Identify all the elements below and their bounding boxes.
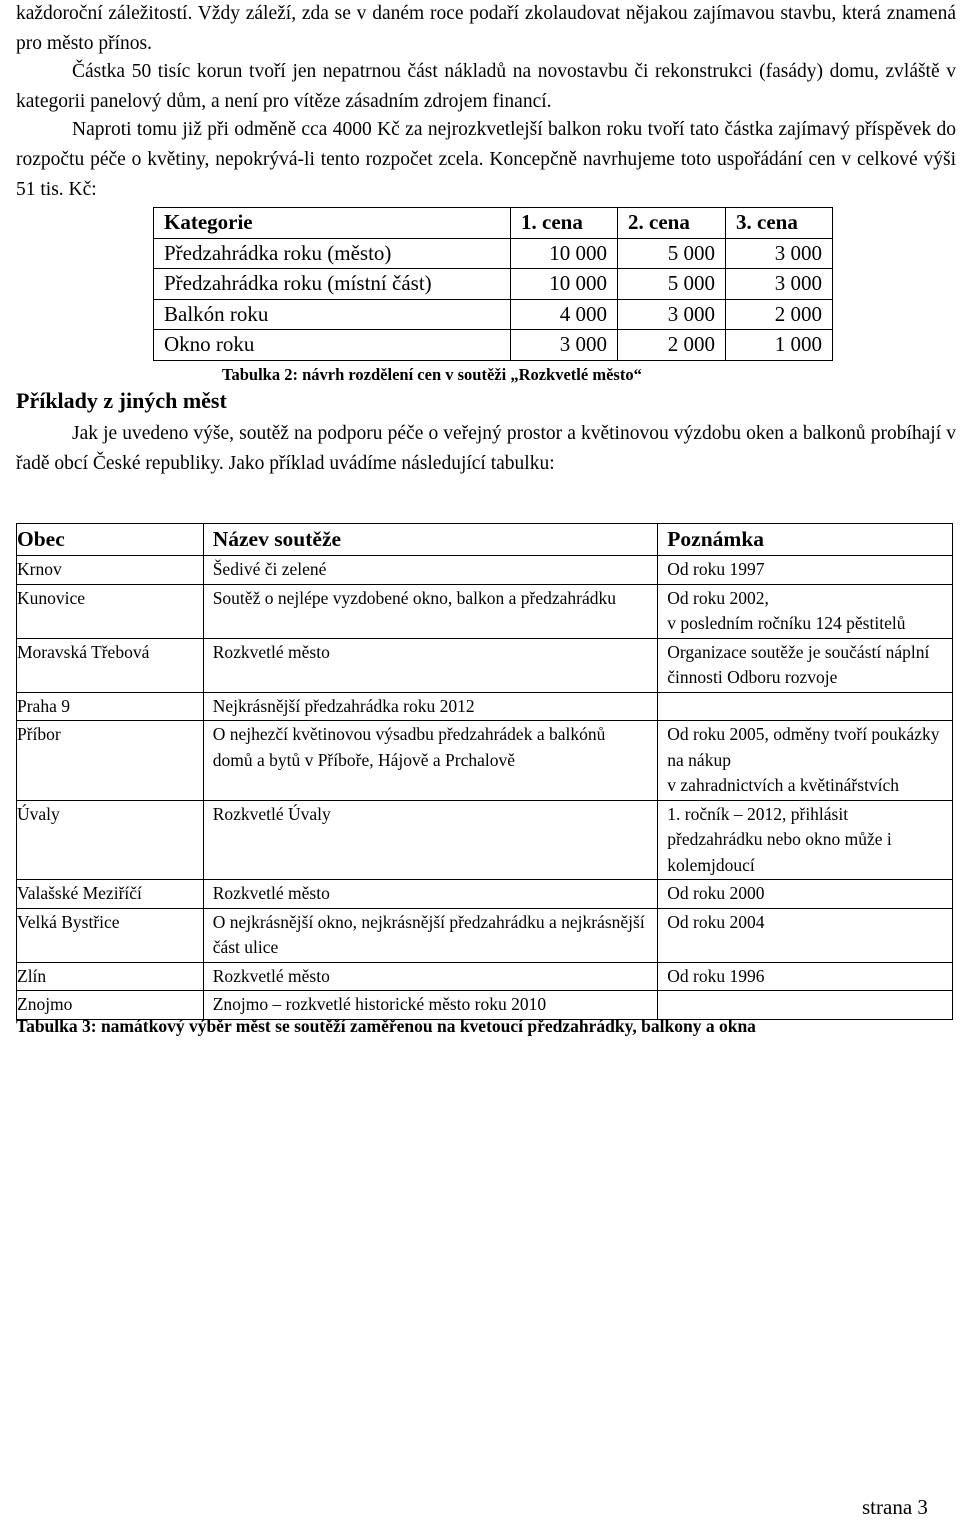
header-cell: 2. cena (618, 208, 726, 239)
paragraph-cost: Částka 50 tisíc korun tvoří jen nepatrnou část nákladů na novostavbu či rekonstrukci (fasády) domu, zvláště v kategorii panelový dům, a není pro vítěze zásadním zdrojem financí. (16, 61, 956, 113)
paragraph-intro: každoroční záležitostí. Vždy záleží, zda se v daném roce podaří zkolaudovat nějakou zajímavou stavbu, která znamená pro město přínos. (16, 3, 956, 55)
city-cell: Kunovice (17, 584, 204, 638)
table-row (17, 721, 953, 801)
contest-name-cell: O nejkrásnější okno, nejkrásnější předzahrádku a nejkrásnější část ulice (203, 908, 658, 962)
note-cell: Od roku 1997 (658, 556, 953, 585)
prize-cell: 5 000 (618, 238, 726, 269)
contest-name-cell: O nejhezčí květinovou výsadbu předzahrádek a balkónů domů a bytů v Příboře, Hájově a Prchalově (203, 721, 658, 801)
header-cell: Poznámka (658, 524, 953, 556)
table-row (17, 962, 953, 991)
table-row (17, 584, 953, 638)
note-cell: 1. ročník – 2012, přihlásit předzahrádku nebo okno může i kolemjdoucí (658, 800, 953, 880)
cities-table (16, 523, 953, 1020)
table-row (154, 330, 833, 361)
section-heading: Příklady z jiných měst (16, 388, 227, 413)
note-cell: Od roku 2000 (658, 880, 953, 909)
note-cell (658, 991, 953, 1020)
table-row (17, 800, 953, 880)
category-cell: Předzahrádka roku (místní část) (154, 269, 511, 300)
prize-cell: 10 000 (511, 238, 618, 269)
prize-cell: 3 000 (726, 238, 833, 269)
contest-name-cell: Rozkvetlé město (203, 638, 658, 692)
header-cell: Obec (17, 524, 204, 556)
city-cell: Krnov (17, 556, 204, 585)
prize-cell: 2 000 (726, 299, 833, 330)
prize-table-caption: Tabulka 2: návrh rozdělení cen v soutěži „Rozkvetlé město“ (222, 365, 642, 384)
prize-cell: 3 000 (511, 330, 618, 361)
prize-cell: 3 000 (726, 269, 833, 300)
table-row (17, 991, 953, 1020)
table-row (17, 638, 953, 692)
prize-cell: 10 000 (511, 269, 618, 300)
header-cell: 3. cena (726, 208, 833, 239)
city-cell: Velká Bystřice (17, 908, 204, 962)
prize-cell: 4 000 (511, 299, 618, 330)
table-row (154, 238, 833, 269)
city-cell: Znojmo (17, 991, 204, 1020)
cities-table-body (17, 556, 953, 1020)
header-cell: 1. cena (511, 208, 618, 239)
note-cell: Od roku 2004 (658, 908, 953, 962)
note-cell: Od roku 2002, v posledním ročníku 124 pěstitelů (658, 584, 953, 638)
city-cell: Moravská Třebová (17, 638, 204, 692)
table-row (17, 908, 953, 962)
city-cell: Příbor (17, 721, 204, 801)
prize-table (153, 207, 833, 361)
table-row (154, 299, 833, 330)
category-cell: Okno roku (154, 330, 511, 361)
prize-table-header (154, 208, 833, 239)
prize-cell: 5 000 (618, 269, 726, 300)
cities-table-header (17, 524, 953, 556)
category-cell: Balkón roku (154, 299, 511, 330)
contest-name-cell: Rozkvetlé Úvaly (203, 800, 658, 880)
note-cell: Od roku 1996 (658, 962, 953, 991)
table-row (17, 692, 953, 721)
paragraph-proposal: Naproti tomu již při odměně cca 4000 Kč za nejrozkvetlejší balkon roku tvoří tato částka zajímavý příspěvek do rozpočtu péče o květiny, nepokrývá-li tento rozpočet zcela. Koncepčně navrhujeme toto uspořádání cen v celkové výši 51 tis. Kč: (16, 119, 956, 201)
paragraph-examples: Jak je uvedeno výše, soutěž na podporu péče o veřejný prostor a květinovou výzdobu oken a balkonů probíhají v řadě obcí České republiky. Jako příklad uvádíme následující tabulku: (16, 423, 956, 475)
header-cell: Název soutěže (203, 524, 658, 556)
note-cell: Od roku 2005, odměny tvoří poukázky na nákup v zahradnictvích a květinářstvích (658, 721, 953, 801)
page-number: strana 3 (862, 1495, 928, 1519)
table-row (154, 269, 833, 300)
note-cell: Organizace soutěže je součástí náplní činnosti Odboru rozvoje (658, 638, 953, 692)
category-cell: Předzahrádka roku (město) (154, 238, 511, 269)
table-row (17, 556, 953, 585)
prize-cell: 2 000 (618, 330, 726, 361)
city-cell: Praha 9 (17, 692, 204, 721)
note-cell (658, 692, 953, 721)
city-cell: Valašské Meziříčí (17, 880, 204, 909)
contest-name-cell: Soutěž o nejlépe vyzdobené okno, balkon a předzahrádku (203, 584, 658, 638)
contest-name-cell: Rozkvetlé město (203, 880, 658, 909)
contest-name-cell: Nejkrásnější předzahrádka roku 2012 (203, 692, 658, 721)
contest-name-cell: Šedivé či zelené (203, 556, 658, 585)
prize-cell: 1 000 (726, 330, 833, 361)
prize-cell: 3 000 (618, 299, 726, 330)
header-cell: Kategorie (154, 208, 511, 239)
contest-name-cell: Znojmo – rozkvetlé historické město roku 2010 (203, 991, 658, 1020)
contest-name-cell: Rozkvetlé město (203, 962, 658, 991)
city-cell: Úvaly (17, 800, 204, 880)
table-row (17, 880, 953, 909)
cities-table-caption: Tabulka 3: namátkový výběr měst se soutěží zaměřenou na kvetoucí předzahrádky, balkony a okna (16, 1016, 756, 1036)
city-cell: Zlín (17, 962, 204, 991)
